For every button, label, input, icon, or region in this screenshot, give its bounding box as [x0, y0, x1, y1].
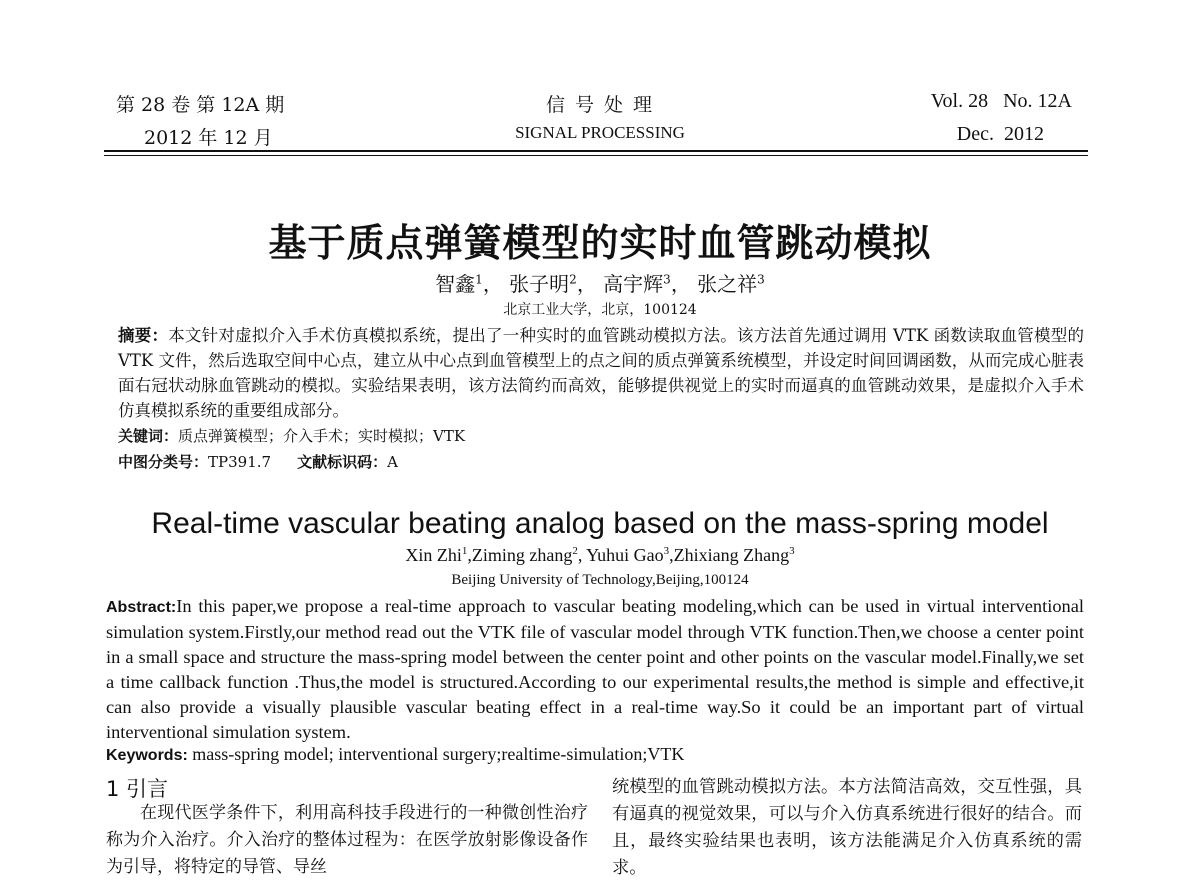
affiliation-en: Beijing University of Technology,Beijing,100124	[451, 572, 749, 588]
author-zh-2: 高宇辉$^3$，	[603, 272, 691, 296]
keywords-en	[106, 744, 684, 765]
abstract-en	[106, 594, 1084, 745]
volume-issue-zh: 第 28 卷 第 12A 期	[116, 94, 285, 116]
header-rule-thin	[104, 155, 1088, 156]
keywords-zh-text: 质点弹簧模型；介入手术；实时模拟；VTK	[178, 427, 466, 445]
date-en: Dec. 2012	[956, 123, 1044, 145]
author-en-3: Zhixiang Zhang$^3$	[673, 545, 795, 565]
journal-name-en: SIGNAL PROCESSING	[515, 123, 685, 142]
doc-code-label: 文献标识码：	[297, 453, 388, 471]
author-en-2: Yuhui Gao$^3$,	[586, 545, 674, 565]
author-list-zh	[0, 268, 1200, 297]
section-1-left-column: 在现代医学条件下，利用高科技手段进行的一种微创性治疗称为介入治疗。介入治疗的整体过程为：在医学放射影像设备作为引导，将特定的导管、导丝	[106, 803, 588, 877]
section-1-heading: 1 引言	[106, 777, 169, 801]
journal-name-zh: 信 号 处 理	[545, 94, 655, 116]
abstract-en-label: Abstract:	[106, 599, 177, 616]
classification-line	[118, 451, 398, 472]
abstract-en-text: In this paper,we propose a real-time approach to vascular beating modeling,which can be used in virtual interventional simulation system.Firstly,our method read out the VTK file of vascular model through VTK function.Then,we choose a center point in a small space and structure the mass-spring model between the center point and other points on the vascular model.Finally,we set a time callback function .Thus,the model is structured.According to our experimental results,the method is simple and effective,it can also provide a visually plausible vascular beating effect in a real-time way.So it could be an important part of virtual interventional simulation system.	[106, 596, 1084, 742]
clc-label: 中图分类号：	[118, 453, 209, 471]
paper-title-zh: 基于质点弹簧模型的实时血管跳动模拟	[268, 221, 932, 265]
author-zh-3: 张之祥$^3$	[697, 272, 765, 296]
author-zh-0: 智鑫$^1$，	[435, 272, 503, 296]
section-1-right-column: 统模型的血管跳动模拟方法。本方法简洁高效，交互性强，具有逼真的视觉效果，可以与介入仿真系统进行很好的结合。而且，最终实验结果也表明，该方法能满足介入仿真系统的需求。	[612, 777, 1082, 878]
abstract-zh-text: 本文针对虚拟介入手术仿真模拟系统，提出了一种实时的血管跳动模拟方法。该方法首先通过调用 VTK 函数读取血管模型的 VTK 文件，然后选取空间中心点，建立从中心点到血管模型上的点之间的质点弹簧系统模型，并设定时间回调函数，从而完成心脏表面右冠状动脉血管跳动的模拟。实验结果表明，该方法简约而高效，能够提供视觉上的实时而逼真的血管跳动效果，是虚拟介入手术仿真模拟系统的重要组成部分。	[118, 326, 1084, 420]
keywords-zh	[118, 425, 465, 446]
keywords-zh-label: 关键词：	[118, 427, 179, 445]
date-zh: 2012 年 12 月	[144, 127, 273, 149]
author-en-1: Ziming zhang$^2$,	[471, 545, 587, 565]
author-zh-1: 张子明$^2$，	[509, 272, 597, 296]
author-en-0: Xin Zhi$^1$,	[405, 545, 472, 565]
paper-title-en: Real-time vascular beating analog based on the mass-spring model	[151, 507, 1049, 540]
keywords-en-text: mass-spring model; interventional surgery;realtime-simulation;VTK	[187, 744, 685, 764]
header-rule-thick	[104, 150, 1088, 152]
keywords-en-label: Keywords:	[106, 747, 188, 764]
volume-issue-en: Vol. 28 No. 12A	[930, 90, 1072, 112]
author-list-en	[0, 545, 1200, 566]
abstract-zh	[118, 323, 1084, 423]
doc-code-value: A	[387, 453, 398, 471]
clc-value: TP391.7	[208, 453, 272, 471]
abstract-zh-label: 摘要：	[118, 326, 169, 345]
affiliation-zh: 北京工业大学，北京，100124	[503, 302, 697, 318]
